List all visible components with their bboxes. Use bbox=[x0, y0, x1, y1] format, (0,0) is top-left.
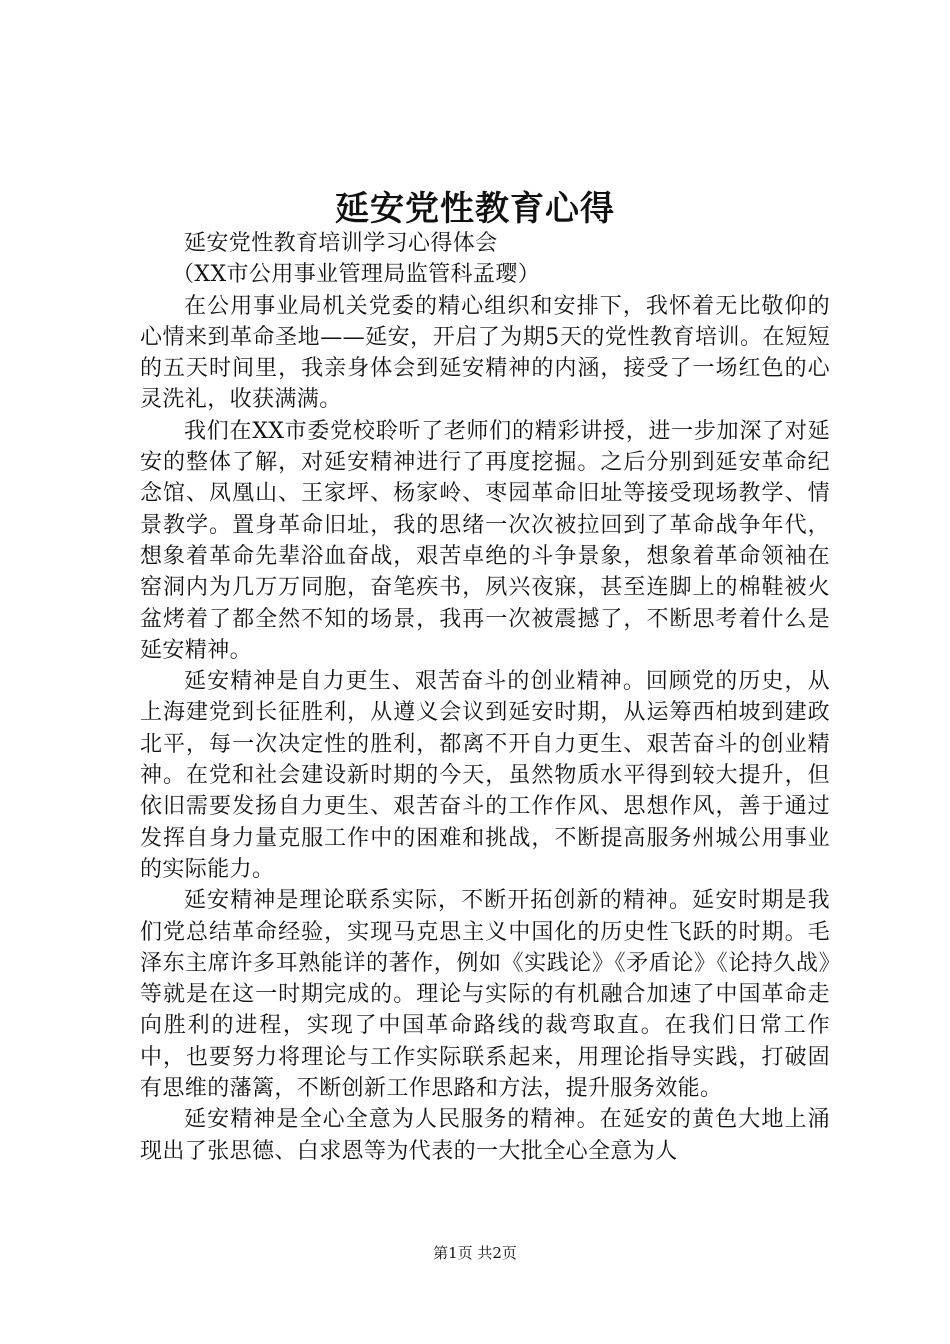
author-line: （XX市公用事业管理局监管科孟璎） bbox=[172, 262, 541, 288]
document-subtitle: 延安党性教育培训学习心得体会 bbox=[184, 231, 498, 256]
paragraph-2: 我们在XX市委党校聆听了老师们的精彩讲授，进一步加深了对延安的整体了解，对延安精神进行了再度挖掘。之后分别到延安革命纪念馆、凤凰山、王家坪、杨家岭、枣园革命旧址等接受现场教学、情景教学。置身革命旧址，我的思绪一次次被拉回到了革命战争年代，想象着革命先辈浴血奋战，艰苦卓绝的斗争景象，想象着革命领袖在窑洞内为几万万同胞，奋笔疾书，夙兴夜寐，甚至连脚上的棉鞋被火盆烤着了都全然不知的场景，我再一次被震撼了，不断思考着什么是延安精神。 bbox=[140, 418, 830, 663]
paragraph-1: 在公用事业局机关党委的精心组织和安排下，我怀着无比敬仰的心情来到革命圣地——延安，开启了为期5天的党性教育培训。在短短的五天时间里，我亲身体会到延安精神的内涵，接受了一场红色的心灵洗礼，收获满满。 bbox=[140, 293, 830, 413]
paragraph-3: 延安精神是自力更生、艰苦奋斗的创业精神。回顾党的历史，从上海建党到长征胜利，从遵义会议到延安时期，从运筹西柏坡到建政北平，每一次决定性的胜利，都离不开自力更生、艰苦奋斗的创业精神。在党和社会建设新时期的今天，虽然物质水平得到较大提升，但依旧需要发扬自力更生、艰苦奋斗的工作作风、思想作风，善于通过发挥自身力量克服工作中的困难和挑战，不断提高服务州城公用事业的实际能力。 bbox=[140, 669, 830, 882]
document-body bbox=[140, 228, 830, 1167]
paragraph-5: 延安精神是全心全意为人民服务的精神。在延安的黄色大地上涌现出了张思德、白求恩等为代表的一大批全心全意为人 bbox=[140, 1107, 830, 1164]
paragraph-4: 延安精神是理论联系实际，不断开拓创新的精神。延安时期是我们党总结革命经验，实现马克思主义中国化的历史性飞跃的时期。毛泽东主席许多耳熟能详的著作，例如《实践论》《矛盾论》《论持久战》等就是在这一时期完成的。理论与实际的有机融合加速了中国革命走向胜利的进程，实现了中国革命路线的裁弯取直。在我们日常工作中，也要努力将理论与工作实际联系起来，用理论指导实践，打破固有思维的藩篱，不断创新工作思路和方法，提升服务效能。 bbox=[140, 888, 830, 1102]
document-title: 延安党性教育心得 bbox=[335, 189, 615, 229]
page-footer: 第1页 共2页 bbox=[433, 1244, 517, 1262]
